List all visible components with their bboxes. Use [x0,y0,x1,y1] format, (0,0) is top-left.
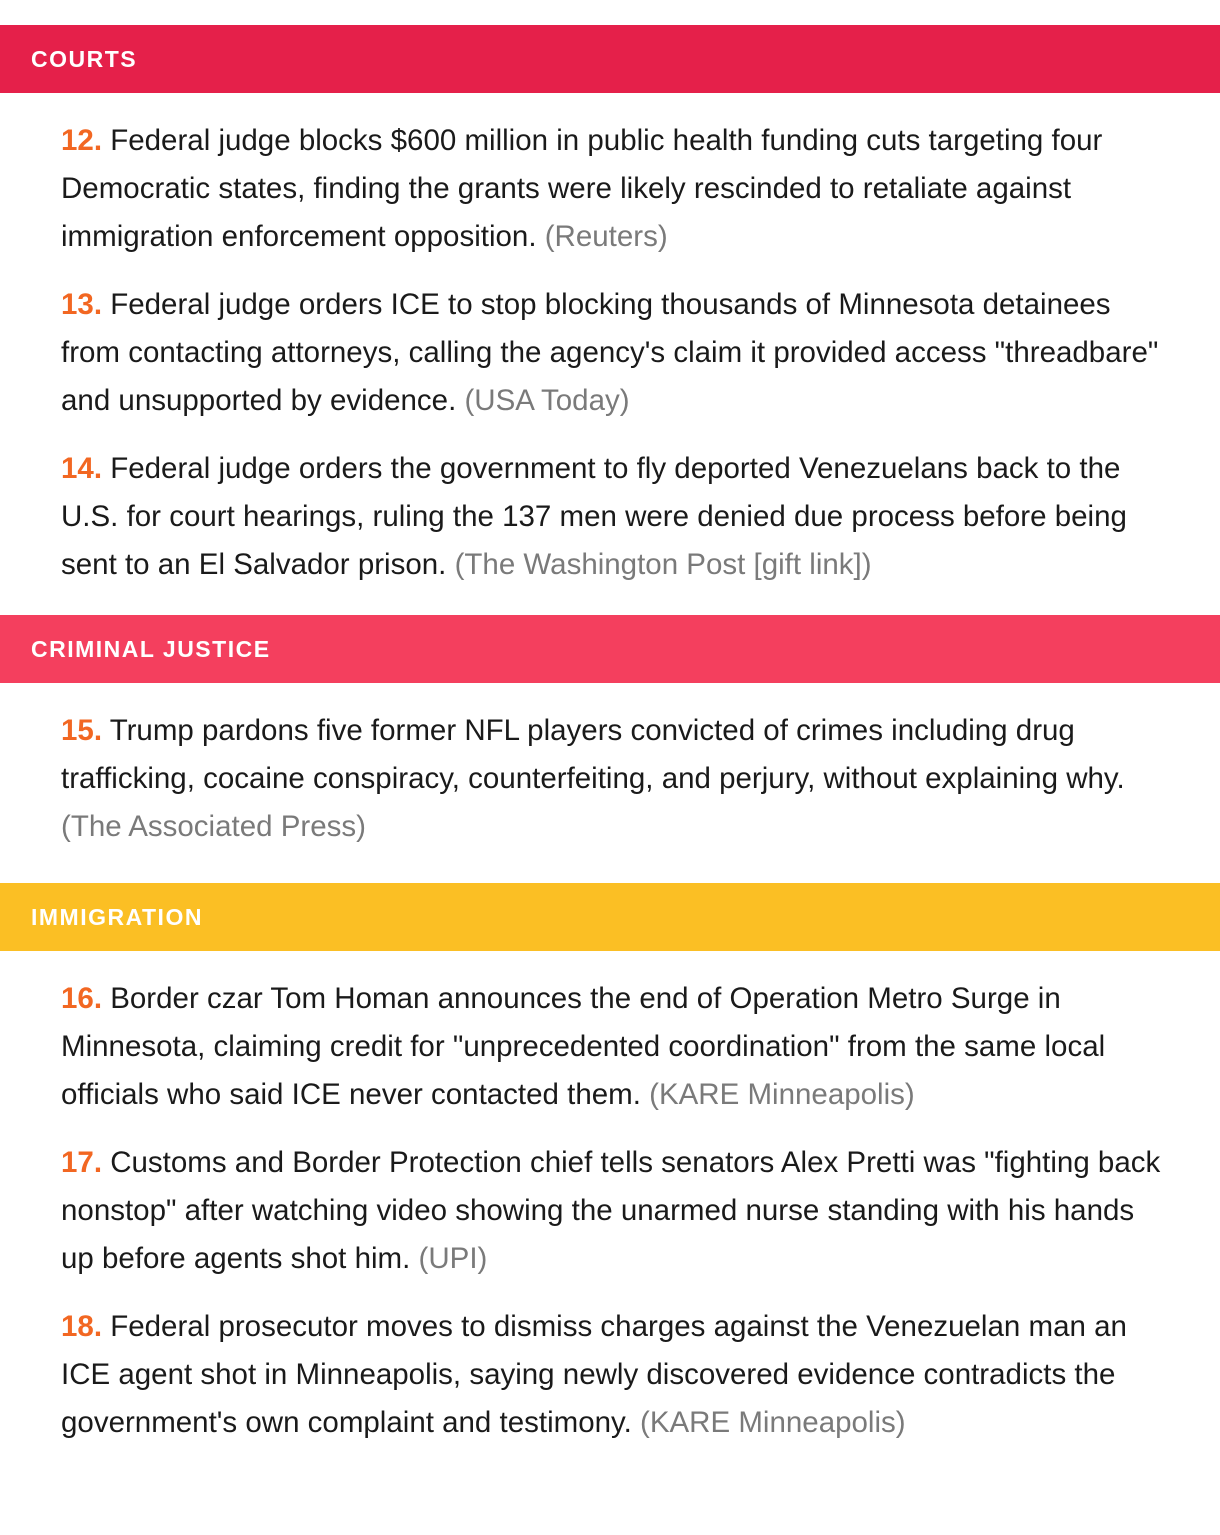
source-link[interactable]: (The Associated Press) [61,810,366,843]
source-link[interactable]: (KARE Minneapolis) [649,1078,915,1111]
source-link[interactable]: (USA Today) [464,384,630,417]
item-number: 18. [61,1310,103,1343]
section-title: IMMIGRATION [31,903,203,930]
section-header-criminal-justice [0,615,1220,683]
item-text: Federal judge orders ICE to stop blocking thousands of Minnesota detainees from contacting attorneys, calling the agency's claim it provided access "threadbare" and unsupported by evidence. [61,288,1159,417]
news-item [61,445,1170,589]
item-number: 12. [61,124,103,157]
item-number: 14. [61,452,103,485]
item-text: Customs and Border Protection chief tells senators Alex Pretti was "fighting back nonstop" after watching video showing the unarmed nurse standing with his hands up before agents shot him. [61,1146,1161,1275]
section-title: CRIMINAL JUSTICE [31,635,271,662]
news-item [61,975,1170,1119]
news-item [61,707,1170,851]
section-body-immigration [0,951,1220,1447]
item-number: 17. [61,1146,103,1179]
item-number: 15. [61,714,103,747]
source-link[interactable]: (The Washington Post [gift link]) [454,548,872,581]
item-number: 16. [61,982,103,1015]
section-title: COURTS [31,45,138,72]
item-text: Trump pardons five former NFL players convicted of crimes including drug trafficking, cocaine conspiracy, counterfeiting, and perjury, without explaining why. [61,714,1125,795]
section-body-courts [0,93,1220,615]
section-body-criminal-justice [0,683,1220,883]
item-text: Federal judge blocks $600 million in public health funding cuts targeting four Democratic states, finding the grants were likely rescinded to retaliate against immigration enforcement opposition. [61,124,1103,253]
news-item [61,281,1170,425]
source-link[interactable]: (KARE Minneapolis) [640,1406,906,1439]
item-number: 13. [61,288,103,321]
item-text: Border czar Tom Homan announces the end of Operation Metro Surge in Minnesota, claiming credit for "unprecedented coordination" from the same local officials who said ICE never contacted them. [61,982,1106,1111]
source-link[interactable]: (Reuters) [544,220,668,253]
news-item [61,1303,1170,1447]
item-text: Federal prosecutor moves to dismiss charges against the Venezuelan man an ICE agent shot in Minneapolis, saying newly discovered evidence contradicts the government's own complaint and testimony. [61,1310,1127,1439]
section-header-immigration [0,883,1220,951]
news-item [61,1139,1170,1283]
section-header-courts [0,25,1220,93]
source-link[interactable]: (UPI) [418,1242,488,1275]
item-text: Federal judge orders the government to fly deported Venezuelans back to the U.S. for court hearings, ruling the 137 men were denied due process before being sent to an El Salvador prison. [61,452,1127,581]
news-item [61,117,1170,261]
